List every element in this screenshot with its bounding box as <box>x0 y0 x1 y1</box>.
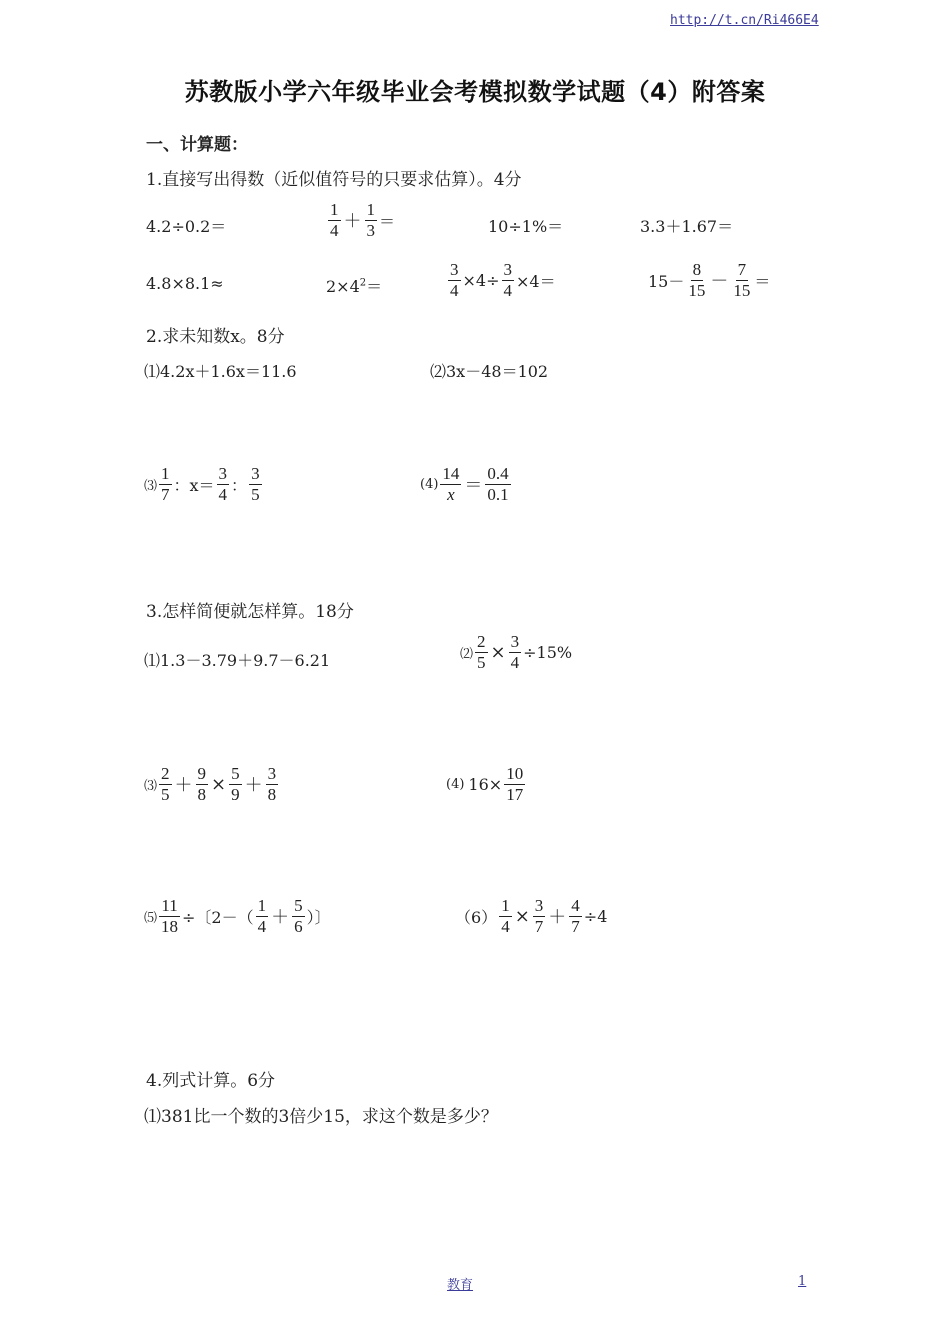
numerator: 1 <box>161 464 170 483</box>
q3-problem-4 <box>446 764 527 804</box>
denominator: 15 <box>688 280 706 300</box>
denominator: 7 <box>161 484 170 504</box>
denominator: 15 <box>733 280 751 300</box>
equals: ＝ <box>754 271 771 291</box>
fraction <box>159 896 180 936</box>
fraction <box>159 464 172 504</box>
q3-problem-6 <box>455 896 607 936</box>
page-title: 苏教版小学六年级毕业会考模拟数学试题（4）附答案 <box>184 78 766 106</box>
q2-heading: 2.求未知数x。8分 <box>146 327 285 347</box>
q2-problem-4 <box>420 464 513 504</box>
expression: 2×4 <box>326 277 360 296</box>
equals: ＝ <box>379 211 396 231</box>
fraction <box>217 464 230 504</box>
numerator: 2 <box>477 632 486 651</box>
expression: ÷15% <box>523 642 573 662</box>
q4-heading: 4.列式计算。6分 <box>146 1071 276 1091</box>
problem-number: (4) <box>446 776 465 792</box>
denominator: 5 <box>251 484 260 504</box>
problem-number: （6） <box>455 907 498 927</box>
denominator: 9 <box>231 784 240 804</box>
q1-item-g <box>446 260 556 300</box>
q1-heading: 1.直接写出得数（近似值符号的只要求估算）。4分 <box>146 170 522 190</box>
numerator: 3 <box>251 464 260 483</box>
fraction <box>365 200 378 240</box>
page-number: 1 <box>798 1274 807 1289</box>
numerator: 10 <box>506 764 524 783</box>
fraction <box>533 896 546 936</box>
operator: × <box>514 905 530 927</box>
fraction <box>196 764 209 804</box>
q1-item-d: 3.3＋1.67＝ <box>640 217 734 236</box>
ratio-separator: ： <box>231 475 248 495</box>
fraction <box>731 260 752 300</box>
denominator: 5 <box>477 652 486 672</box>
denominator: x <box>447 484 455 504</box>
equals: ＝ <box>366 277 383 296</box>
denominator: 3 <box>366 220 375 240</box>
denominator: 4 <box>218 484 228 504</box>
operator: ＋ <box>174 775 193 797</box>
fraction <box>686 260 707 300</box>
q1-item-c: 10÷1%＝ <box>488 217 564 236</box>
q4-problem-1: ⑴381比一个数的3倍少15，求这个数是多少？ <box>144 1107 498 1127</box>
operator: ＋ <box>343 211 362 233</box>
numerator: 2 <box>161 764 170 783</box>
expression: 16× <box>468 774 503 794</box>
expression: 15－ <box>648 271 685 291</box>
denominator: 7 <box>571 916 580 936</box>
fraction <box>159 764 172 804</box>
numerator: 0.4 <box>487 464 509 483</box>
q1-item-a: 4.2÷0.2＝ <box>146 217 227 236</box>
operator: － <box>710 271 729 293</box>
numerator: 1 <box>330 200 339 219</box>
fraction <box>502 260 515 300</box>
denominator: 5 <box>161 784 170 804</box>
numerator: 1 <box>501 896 510 915</box>
fraction <box>509 632 522 672</box>
numerator: 3 <box>267 764 277 783</box>
fraction <box>292 896 305 936</box>
numerator: 1 <box>366 200 375 219</box>
q3-problem-3 <box>144 764 280 804</box>
denominator: 6 <box>294 916 303 936</box>
denominator: 18 <box>161 916 179 936</box>
problem-number: ⑶ <box>144 778 158 794</box>
numerator: 3 <box>510 632 520 651</box>
numerator: 11 <box>161 896 178 915</box>
denominator: 4 <box>510 652 520 672</box>
fraction <box>485 464 510 504</box>
denominator: 17 <box>506 784 524 804</box>
fraction <box>448 260 461 300</box>
denominator: 7 <box>534 916 544 936</box>
operator: × <box>211 773 227 795</box>
q3-problem-1: ⑴1.3－3.79＋9.7－6.21 <box>144 651 331 670</box>
expression: ）〕 <box>306 907 331 927</box>
section-heading: 一、计算题： <box>146 135 248 155</box>
expression: ÷〔2－（ <box>182 907 254 927</box>
fraction <box>475 632 488 672</box>
denominator: 8 <box>267 784 277 804</box>
fraction <box>266 764 279 804</box>
numerator: 3 <box>534 896 544 915</box>
q2-problem-2: ⑵3x－48＝102 <box>430 362 549 381</box>
q3-heading: 3.怎样简便就怎样算。18分 <box>146 602 354 622</box>
expression: ：x＝ <box>173 475 215 495</box>
operator: × <box>490 641 506 663</box>
numerator: 5 <box>231 764 240 783</box>
expression: ×4＝ <box>516 271 556 291</box>
fraction <box>440 464 461 504</box>
fraction <box>499 896 512 936</box>
operator: ＋ <box>244 775 263 797</box>
q1-item-h <box>648 260 770 300</box>
numerator: 3 <box>218 464 228 483</box>
expression: ×4÷ <box>462 270 500 290</box>
q3-problem-5 <box>144 896 331 936</box>
operator: ＋ <box>271 907 290 929</box>
q1-item-f <box>326 274 382 297</box>
numerator: 1 <box>257 896 267 915</box>
denominator: 8 <box>197 784 207 804</box>
problem-number: ⑶ <box>144 478 158 494</box>
denominator: 4 <box>503 280 512 300</box>
numerator: 8 <box>692 260 702 279</box>
denominator: 4 <box>501 916 510 936</box>
fraction <box>256 896 269 936</box>
denominator: 4 <box>450 280 459 300</box>
expression: ÷4 <box>583 906 608 926</box>
fraction <box>249 464 262 504</box>
footer-link[interactable]: 教育 <box>447 1278 474 1293</box>
fraction <box>569 896 582 936</box>
denominator: 4 <box>330 220 339 240</box>
denominator: 0.1 <box>487 484 509 504</box>
problem-number: (4) <box>420 476 439 492</box>
operator: ＋ <box>548 907 567 929</box>
q1-item-e: 4.8×8.1≈ <box>146 274 224 293</box>
numerator: 3 <box>503 260 512 279</box>
fraction <box>229 764 242 804</box>
q1-item-b <box>326 200 395 240</box>
numerator: 4 <box>571 896 580 915</box>
q3-problem-2 <box>460 632 572 672</box>
numerator: 3 <box>450 260 459 279</box>
fraction <box>328 200 341 240</box>
problem-number: ⑵ <box>460 646 474 662</box>
q2-problem-3 <box>144 464 264 504</box>
numerator: 14 <box>442 464 460 483</box>
numerator: 5 <box>294 896 303 915</box>
problem-number: ⑸ <box>144 910 158 926</box>
equals: ＝ <box>464 475 483 497</box>
header-url-link[interactable]: http://t.cn/Ri466E4 <box>670 13 819 28</box>
exponent: 2 <box>359 277 367 289</box>
denominator: 4 <box>257 916 267 936</box>
numerator: 7 <box>737 260 747 279</box>
q2-problem-1: ⑴4.2x＋1.6x＝11.6 <box>144 362 297 381</box>
numerator: 9 <box>197 764 207 783</box>
fraction <box>504 764 525 804</box>
